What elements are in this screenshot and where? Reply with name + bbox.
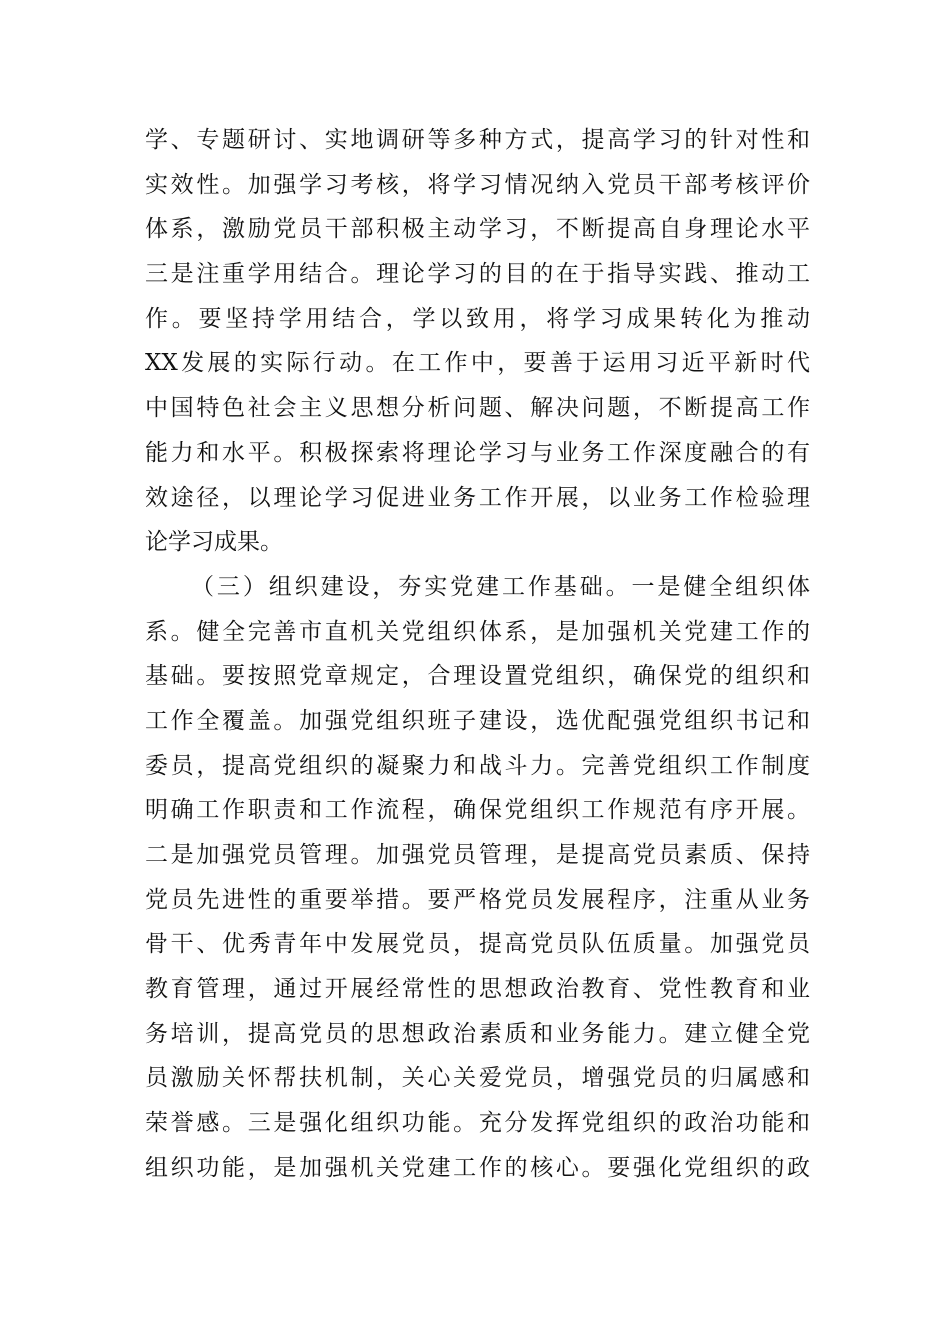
text-line: 学、专题研讨、实地调研等多种方式，提高学习的针对性和	[145, 127, 810, 153]
section-heading-line: （三）组织建设，夯实党建工作基础。一是健全组织体	[191, 573, 810, 600]
text-line: 实效性。加强学习考核，将学习情况纳入党员干部考核评价	[145, 171, 810, 198]
text-line: 二是加强党员管理。加强党员管理，是提高党员素质、保持	[145, 842, 810, 868]
text-line: XX发展的实际行动。在工作中，要善于运用习近平新时代	[145, 350, 810, 377]
text-line: 骨干、优秀青年中发展党员，提高党员队伍质量。加强党员	[145, 931, 810, 958]
text-line: 作。要坚持学用结合，学以致用，将学习成果转化为推动	[145, 305, 810, 332]
text-line: 教育管理，通过开展经常性的思想政治教育、党性教育和业	[145, 976, 810, 1003]
text-line: 党员先进性的重要举措。要严格党员发展程序，注重从业务	[145, 886, 810, 913]
text-line: 组织功能，是加强机关党建工作的核心。要强化党组织的政	[145, 1154, 810, 1181]
text-line: 中国特色社会主义思想分析问题、解决问题，不断提高工作	[145, 395, 810, 422]
text-line: 工作全覆盖。加强党组织班子建设，选优配强党组织书记和	[145, 707, 810, 734]
text-line: 明确工作职责和工作流程，确保党组织工作规范有序开展。	[145, 797, 810, 824]
text-line: 员激励关怀帮扶机制，关心关爱党员，增强党员的归属感和	[145, 1065, 810, 1092]
body-text	[145, 118, 810, 1191]
text-line: 能力和水平。积极探索将理论学习与业务工作深度融合的有	[145, 439, 810, 466]
text-line: 三是注重学用结合。理论学习的目的在于指导实践、推动工	[145, 261, 810, 288]
text-line: 系。健全完善市直机关党组织体系，是加强机关党建工作的	[145, 618, 810, 645]
text-line: 委员，提高党组织的凝聚力和战斗力。完善党组织工作制度	[145, 752, 810, 779]
text-line: 务培训，提高党员的思想政治素质和业务能力。建立健全党	[145, 1020, 810, 1047]
text-line: 荣誉感。三是强化组织功能。充分发挥党组织的政治功能和	[145, 1110, 810, 1137]
text-line: 论学习成果。	[145, 529, 283, 556]
text-line: 效途径，以理论学习促进业务工作开展，以业务工作检验理	[145, 484, 810, 511]
text-line: 基础。要按照党章规定，合理设置党组织，确保党的组织和	[145, 663, 810, 690]
text-line: 体系，激励党员干部积极主动学习，不断提高自身理论水平	[145, 216, 810, 243]
